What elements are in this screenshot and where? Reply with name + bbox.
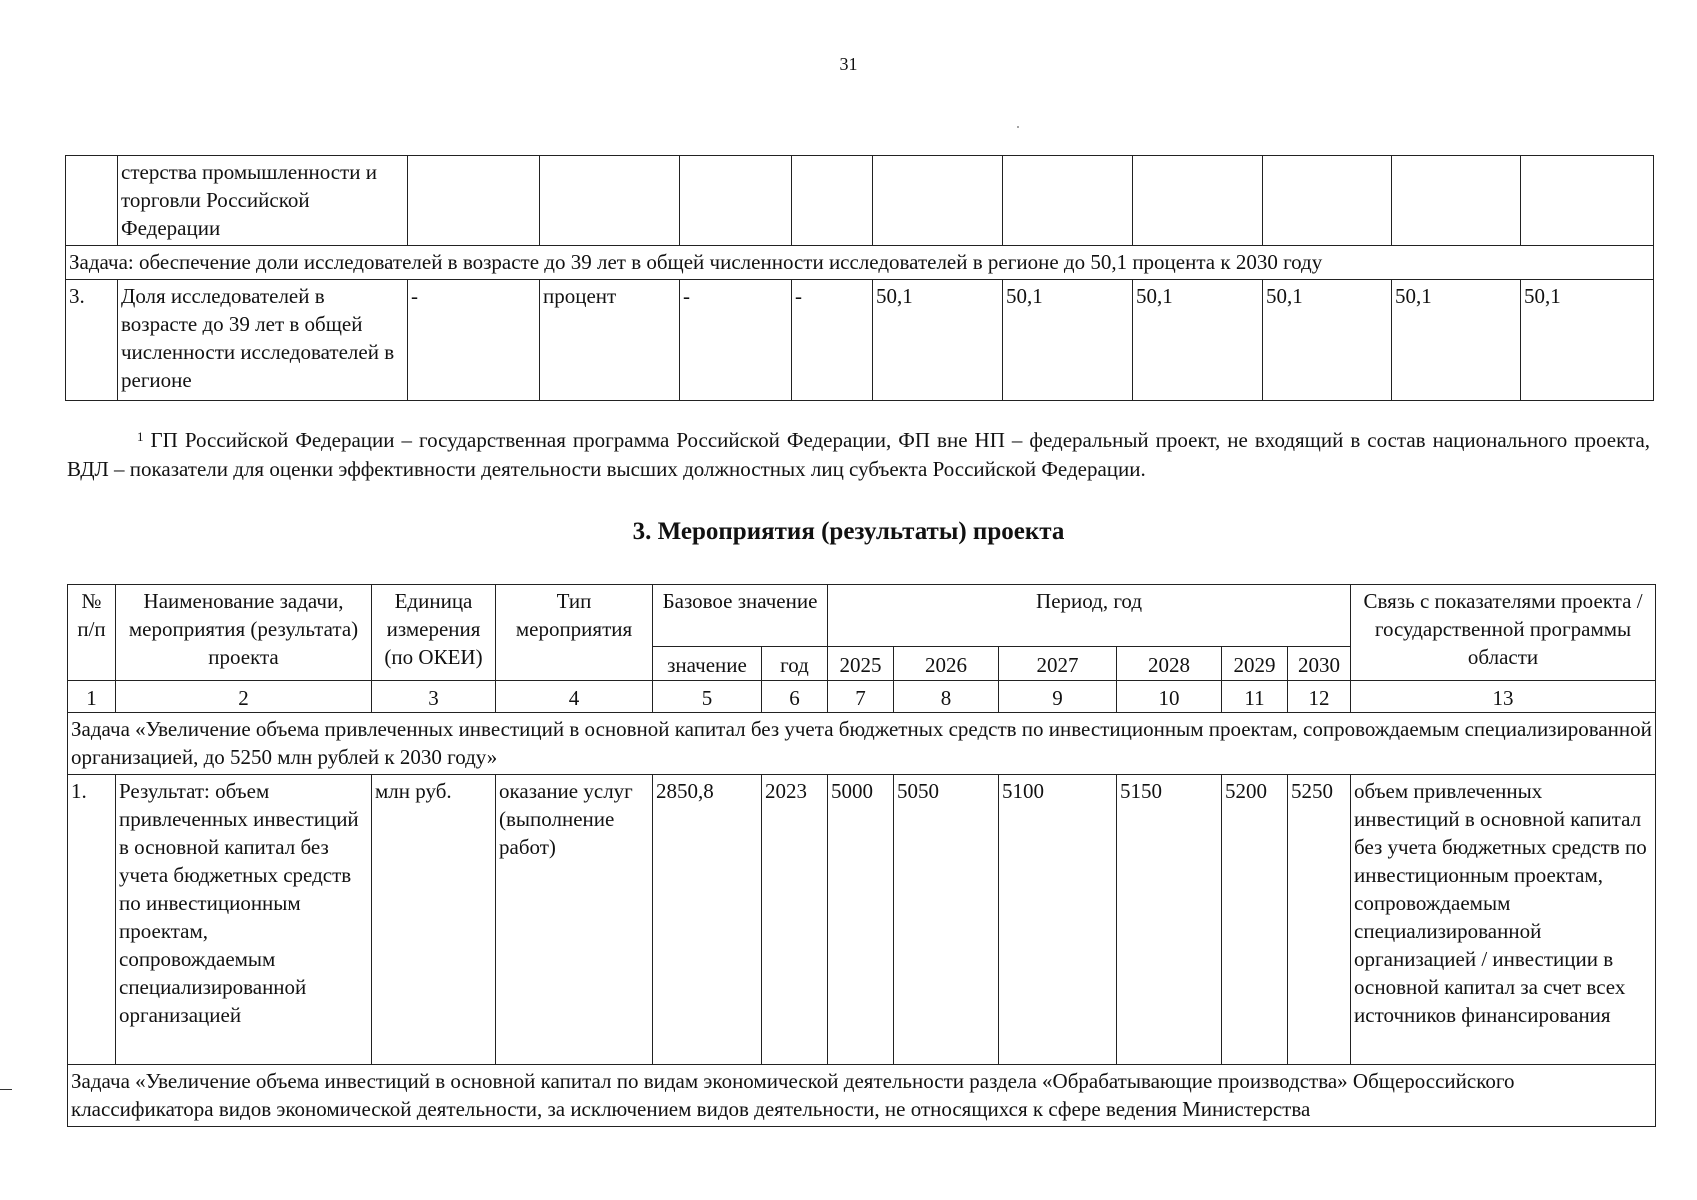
result-name: Результат: объем привлеченных инвестиций в основной капитал без учета бюджетных средств по инвестиционным проектам, сопровождаемым специализированной организацией xyxy=(116,775,372,1065)
indicator-value-2026: 50,1 xyxy=(1003,280,1133,401)
result-value-2025: 5000 xyxy=(828,775,894,1065)
margin-mark xyxy=(0,1089,12,1090)
indicator-value-2025: 50,1 xyxy=(873,280,1003,401)
header-type: Тип мероприятия xyxy=(496,585,653,681)
header-year-2029: 2029 xyxy=(1222,647,1288,681)
scan-speck xyxy=(1017,126,1019,128)
indicator-value-2029: 50,1 xyxy=(1392,280,1521,401)
col-number: 8 xyxy=(894,681,999,713)
indicator-row xyxy=(66,280,1654,401)
col-number: 12 xyxy=(1288,681,1351,713)
col-number: 13 xyxy=(1351,681,1656,713)
result-value-2029: 5200 xyxy=(1222,775,1288,1065)
continued-row-name: стерства промышленности и торговли Российской Федерации xyxy=(118,156,408,246)
page-number: 31 xyxy=(839,54,858,74)
indicator-num: 3. xyxy=(66,280,118,401)
col-number: 9 xyxy=(999,681,1117,713)
result-value-2027: 5100 xyxy=(999,775,1117,1065)
task-row xyxy=(66,246,1654,280)
task-row xyxy=(68,713,1656,775)
header-base-value: значение xyxy=(653,647,762,681)
col-number: 6 xyxy=(762,681,828,713)
indicator-unit: процент xyxy=(540,280,680,401)
indicators-table-continued xyxy=(65,155,1654,401)
result-link: объем привлеченных инвестиций в основной капитал без учета бюджетных средств по инвестиционным проектам, сопровождаемым специализированной организацией / инвестиции в основной капитал за счет всех источников финансирования xyxy=(1351,775,1656,1065)
col-number: 3 xyxy=(372,681,496,713)
activities-table xyxy=(67,584,1656,1127)
indicator-level: - xyxy=(408,280,540,401)
header-row-1 xyxy=(68,585,1656,647)
header-period: Период, год xyxy=(828,585,1351,647)
result-unit: млн руб. xyxy=(372,775,496,1065)
indicator-value-2027: 50,1 xyxy=(1133,280,1263,401)
task-row-text: Задача: обеспечение доли исследователей в возрасте до 39 лет в общей численности исследователей в регионе до 50,1 процента к 2030 году xyxy=(66,246,1654,280)
footnote-mark: 1 xyxy=(137,429,144,444)
col-number: 7 xyxy=(828,681,894,713)
header-year-2026: 2026 xyxy=(894,647,999,681)
col-number: 11 xyxy=(1222,681,1288,713)
header-base-year: год xyxy=(762,647,828,681)
result-type: оказание услуг (выполнение работ) xyxy=(496,775,653,1065)
indicator-value-2028: 50,1 xyxy=(1263,280,1392,401)
col-number: 10 xyxy=(1117,681,1222,713)
header-year-2025: 2025 xyxy=(828,647,894,681)
task1-text: Задача «Увеличение объема привлеченных инвестиций в основной капитал без учета бюджетных средств по инвестиционным проектам, сопровождаемым специализированной организацией, до 5250 млн рублей к 2030 году» xyxy=(68,713,1656,775)
header-year-2028: 2028 xyxy=(1117,647,1222,681)
col-number: 5 xyxy=(653,681,762,713)
header-num: № п/п xyxy=(68,585,116,681)
task2-text: Задача «Увеличение объема инвестиций в основной капитал по видам экономической деятельности раздела «Обрабатывающие производства» Общероссийского классификатора видов экономической деятельности, за исключением видов деятельности, не относящихся к сфере ведения Министерства xyxy=(68,1065,1656,1127)
result-value-2028: 5150 xyxy=(1117,775,1222,1065)
col-number: 2 xyxy=(116,681,372,713)
header-base: Базовое значение xyxy=(653,585,828,647)
result-row xyxy=(68,775,1656,1065)
footnote xyxy=(67,426,1650,484)
indicator-name: Доля исследователей в возрасте до 39 лет в общей численности исследователей в регионе xyxy=(118,280,408,401)
section-title: 3. Мероприятия (результаты) проекта xyxy=(632,518,1065,545)
column-numbers-row xyxy=(68,681,1656,713)
header-year-2027: 2027 xyxy=(999,647,1117,681)
result-value-2030: 5250 xyxy=(1288,775,1351,1065)
col-number: 1 xyxy=(68,681,116,713)
result-base-year: 2023 xyxy=(762,775,828,1065)
header-name: Наименование задачи, мероприятия (результата) проекта xyxy=(116,585,372,681)
continued-row xyxy=(66,156,1654,246)
indicator-base-value: - xyxy=(680,280,792,401)
header-year-2030: 2030 xyxy=(1288,647,1351,681)
col-number: 4 xyxy=(496,681,653,713)
footnote-text: ГП Российской Федерации – государственная программа Российской Федерации, ФП вне НП – федеральный проект, не входящий в состав национального проекта, ВДЛ – показатели для оценки эффективности деятельности высших должностных лиц субъекта Российской Федерации. xyxy=(67,428,1651,481)
result-value-2026: 5050 xyxy=(894,775,999,1065)
result-base-value: 2850,8 xyxy=(653,775,762,1065)
header-link: Связь с показателями проекта / государственной программы области xyxy=(1351,585,1656,681)
header-unit: Единица измерения (по ОКЕИ) xyxy=(372,585,496,681)
task-row xyxy=(68,1065,1656,1127)
result-num: 1. xyxy=(68,775,116,1065)
indicator-base-year: - xyxy=(792,280,873,401)
indicator-value-2030: 50,1 xyxy=(1521,280,1654,401)
